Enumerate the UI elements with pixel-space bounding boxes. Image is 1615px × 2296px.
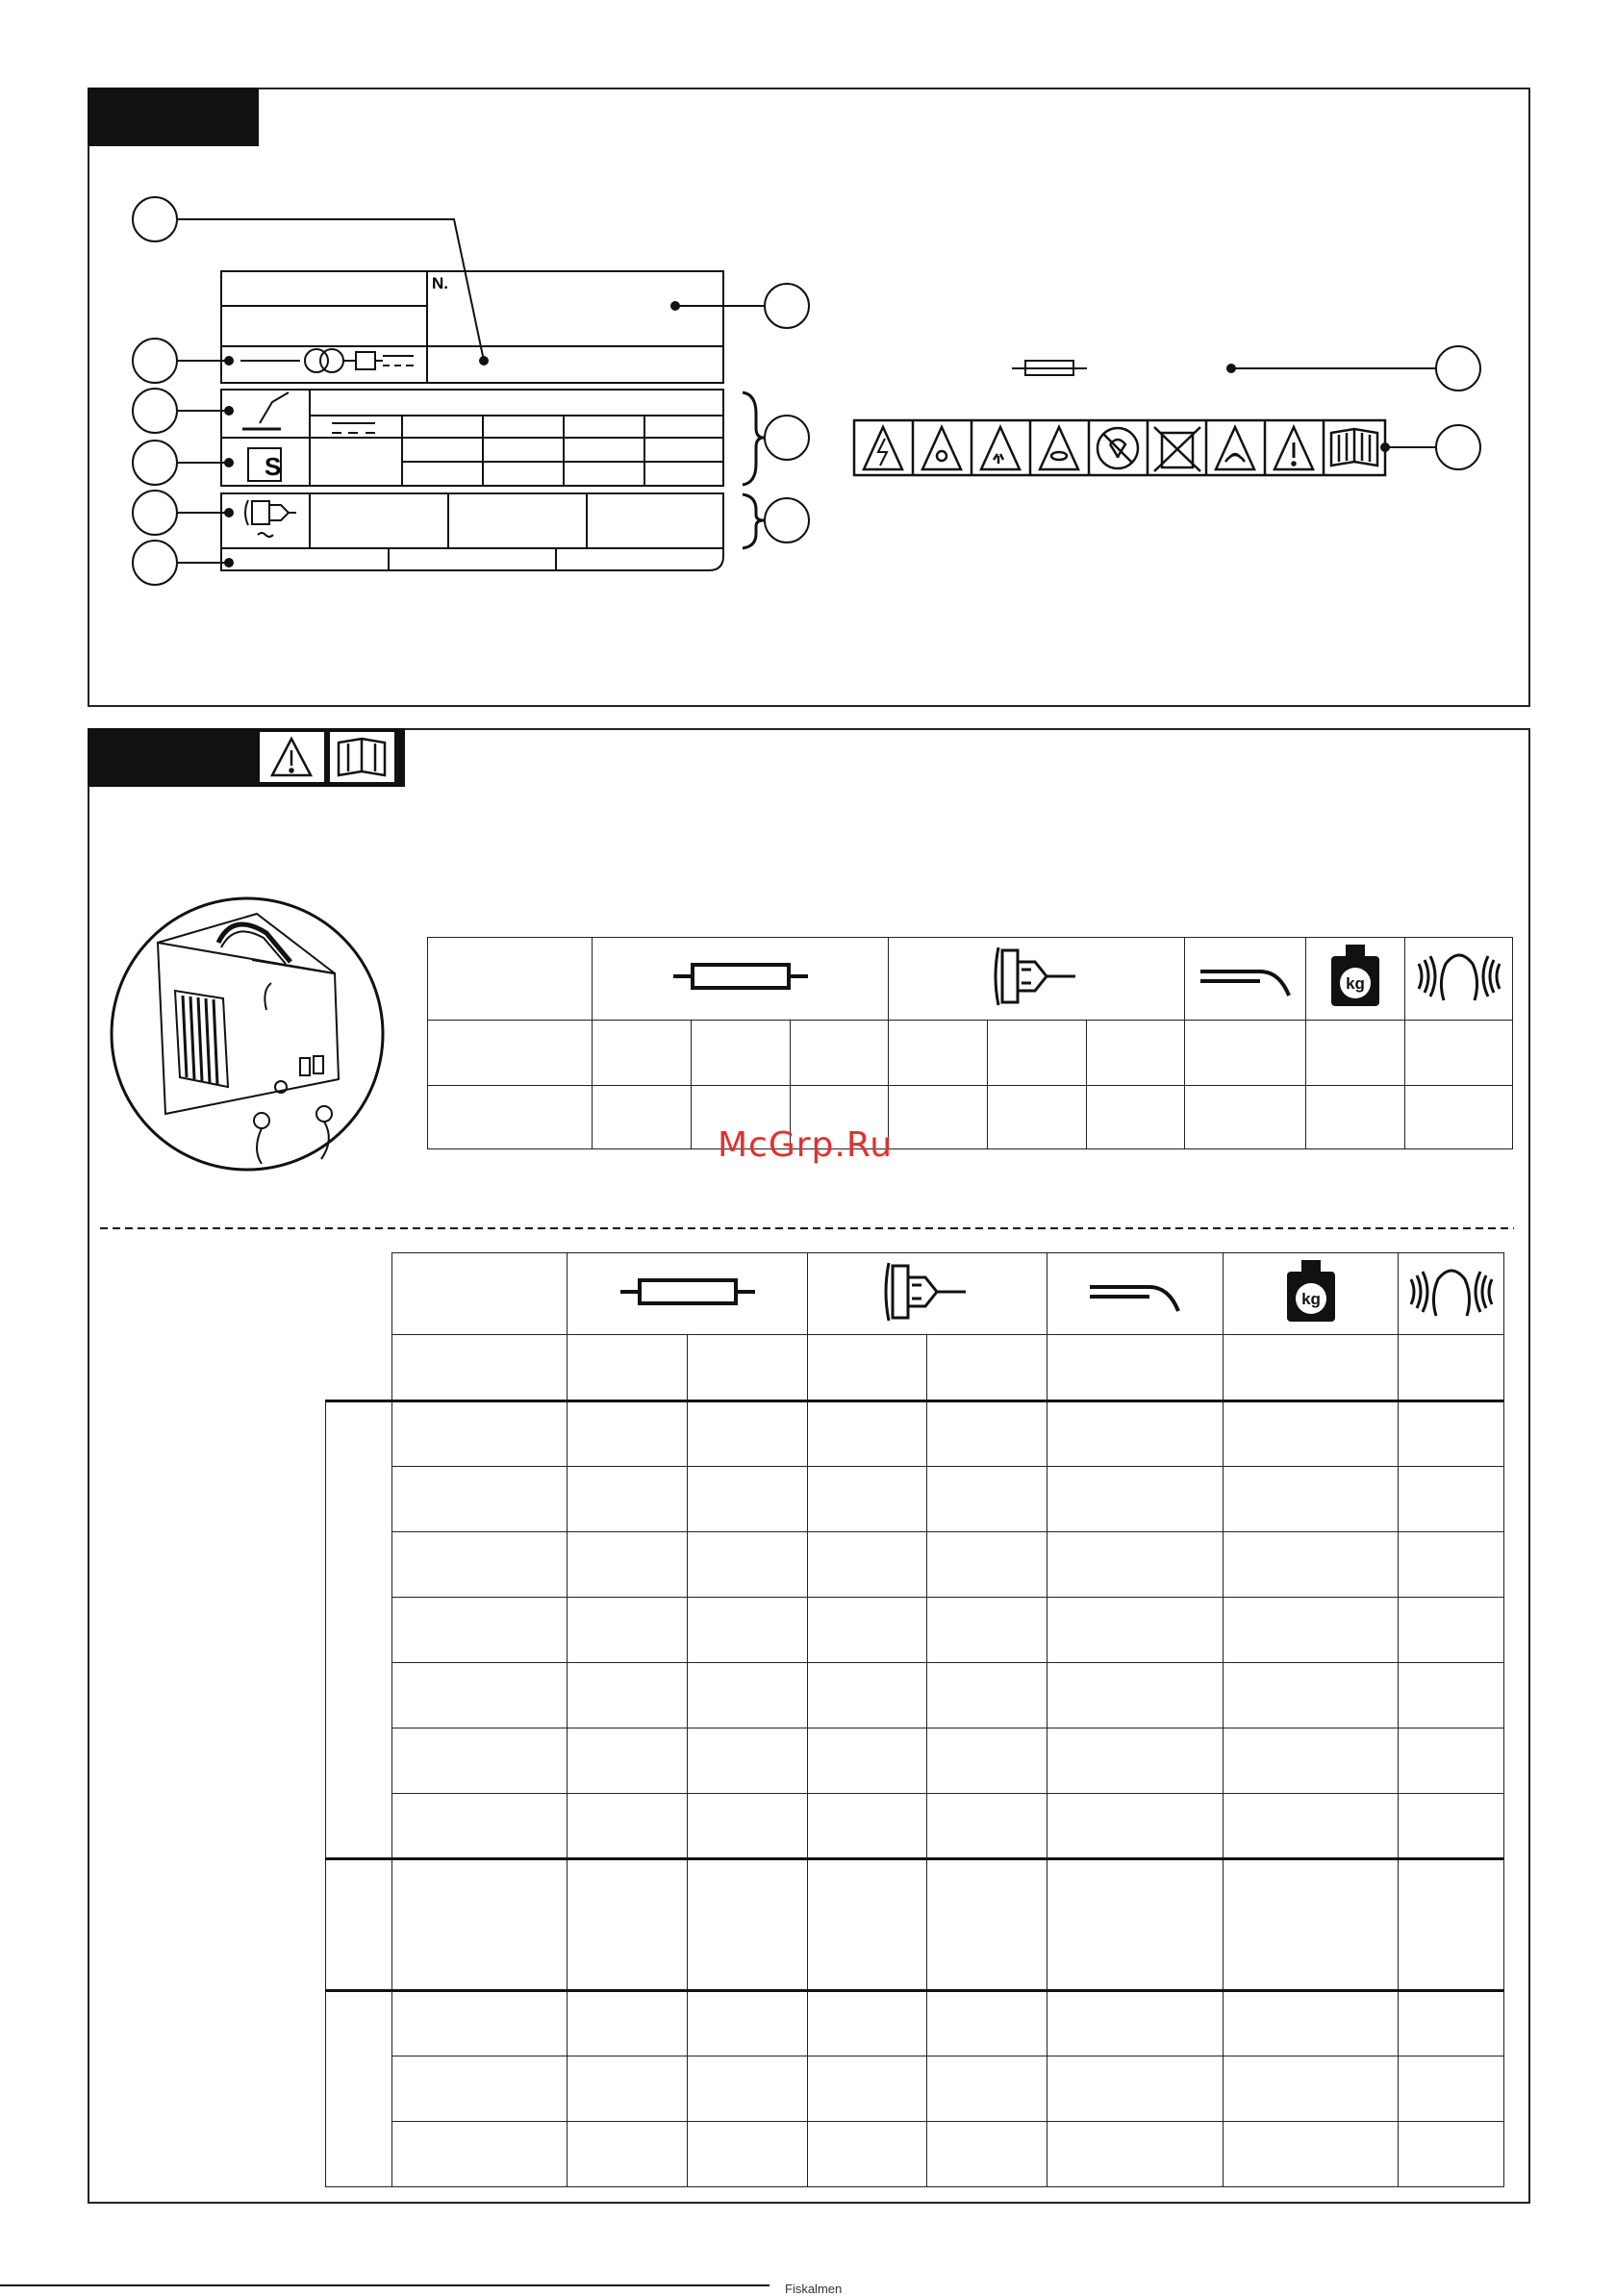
svg-text:kg: kg xyxy=(1346,974,1365,993)
lower-data-table-body xyxy=(325,1400,1504,2187)
noise-icon xyxy=(1411,1271,1492,1316)
watermark: McGrp.Ru xyxy=(718,1125,894,1165)
weight-icon xyxy=(1287,1260,1335,1322)
plug-header xyxy=(808,1253,1047,1335)
noise-header xyxy=(1399,1253,1504,1335)
group-label-1 xyxy=(326,1401,392,1859)
plug-icon xyxy=(886,1263,966,1321)
fuse-icon xyxy=(620,1280,755,1303)
lower-data-table-header xyxy=(391,1252,1504,1401)
svg-text:kg: kg xyxy=(1300,1289,1321,1308)
fuse-header xyxy=(568,1253,808,1335)
cable-header xyxy=(1047,1253,1224,1335)
s-mark: S xyxy=(265,452,282,481)
plate-number-label: N. xyxy=(432,274,448,292)
cable-icon xyxy=(1090,1287,1178,1311)
group-label-3 xyxy=(326,1991,392,2187)
header-cell xyxy=(392,1253,568,1335)
footer-text: Fiskalmen xyxy=(785,2282,843,2296)
weight-header xyxy=(1224,1253,1399,1335)
group-label-2 xyxy=(326,1859,392,1991)
